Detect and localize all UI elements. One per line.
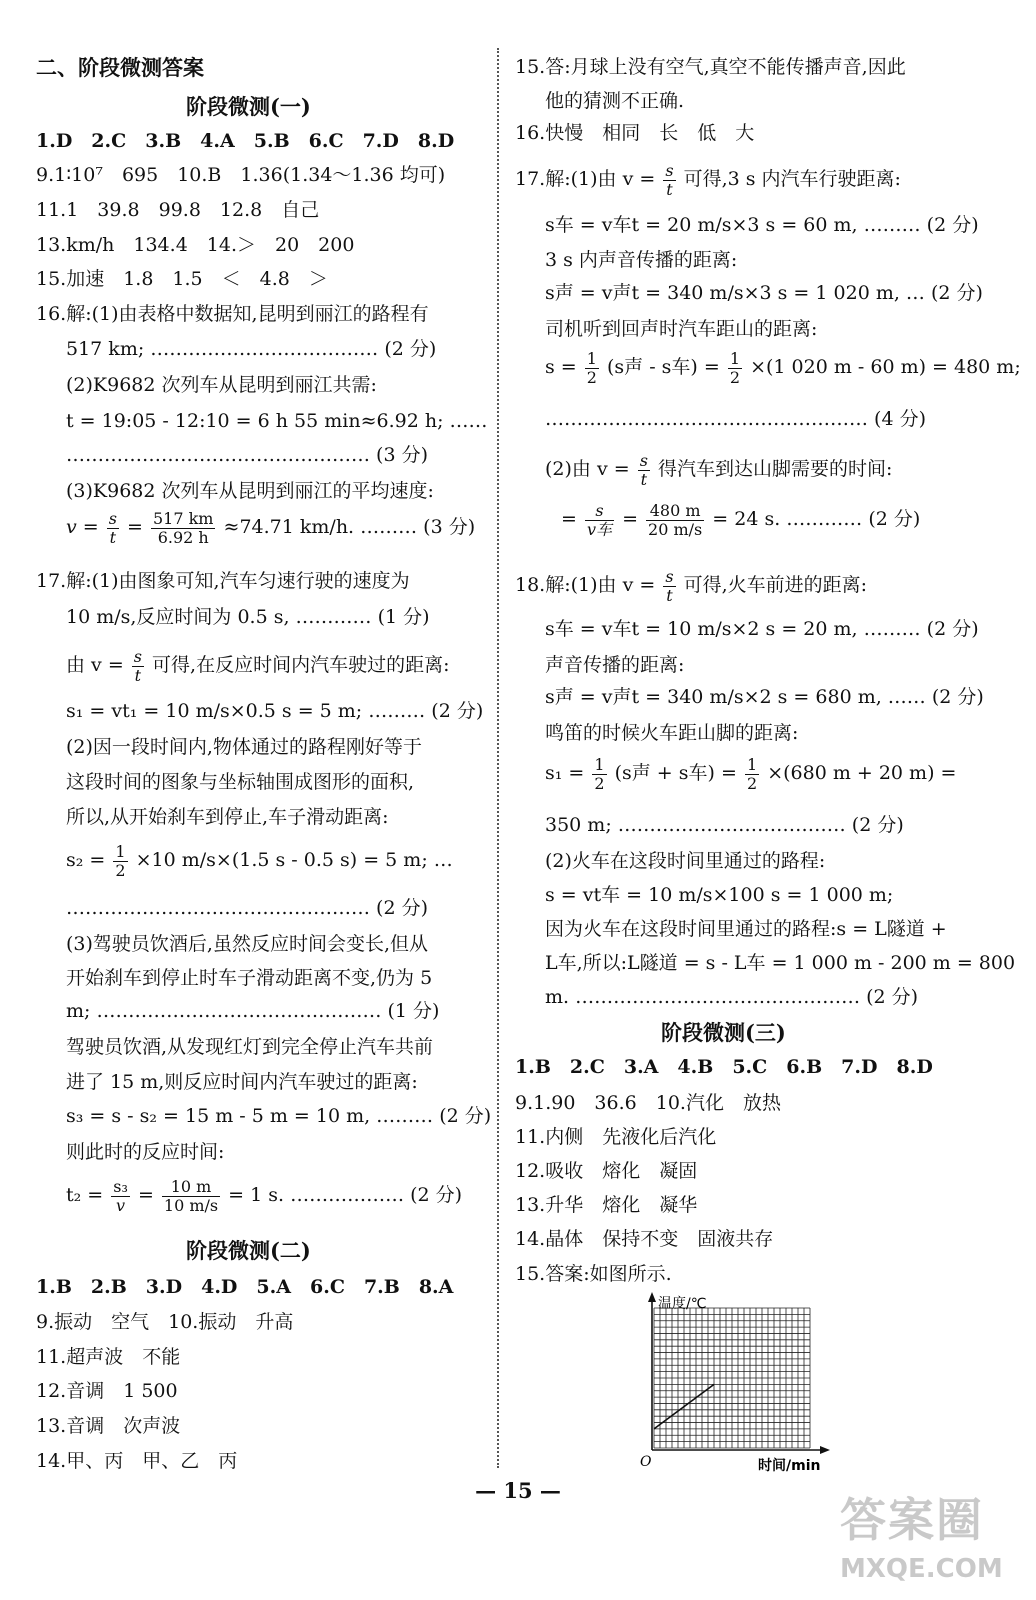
solution-line: 司机听到回声时汽车距山的距离: [545, 318, 818, 340]
solution-line: m. ……………………………………… (2 分) [545, 986, 919, 1008]
answer-line: 12.音调 1 500 [36, 1380, 178, 1402]
numerator: s₃ [113, 1177, 128, 1196]
formula-text: ×(1 020 m - 60 m) = 480 m; [750, 356, 1021, 379]
formula-text: ×(680 m + 20 m) = [767, 762, 957, 785]
fraction [113, 843, 127, 879]
answer-line: 13.km/h 134.4 14.＞ 20 200 [36, 234, 355, 256]
solution-line: s = vt车 = 10 m/s×100 s = 1 000 m; [545, 884, 894, 906]
fraction [132, 648, 144, 684]
y-axis-arrow [648, 1292, 656, 1302]
formula-line [66, 510, 475, 546]
denominator: 20 m/s [648, 519, 703, 539]
page-number: — 15 — [475, 1478, 561, 1503]
solution-line: (2)因一段时间内,物体通过的路程刚好等于 [66, 736, 422, 758]
solution-line: s声 = v声t = 340 m/s×2 s = 680 m, …… (2 分) [545, 686, 984, 708]
solution-line: (3)K9682 次列车从昆明到丽江的平均速度: [66, 480, 434, 502]
solution-line: ………………………………………… (2 分) [66, 897, 428, 919]
fraction [107, 510, 119, 546]
formula-text: (s声 - s车) = [607, 356, 720, 379]
numerator: 517 km [152, 509, 214, 528]
numerator: 1 [729, 349, 741, 368]
solution-line: s车 = v车t = 20 m/s×3 s = 60 m, ……… (2 分) [545, 214, 979, 236]
fraction [592, 756, 606, 792]
column-divider [497, 48, 499, 1468]
formula-text: = [622, 508, 638, 531]
numerator: s [639, 451, 648, 470]
denominator: v [116, 1195, 126, 1215]
formula-line [545, 452, 892, 488]
watermark-text: 答案圈 [840, 1493, 984, 1547]
test-1-title: 阶段微测(一) [186, 94, 311, 119]
numerator: 480 m [646, 502, 704, 521]
solution-line: 进了 15 m,则反应时间内汽车驶过的距离: [66, 1071, 418, 1093]
formula-text: = [127, 516, 143, 539]
formula-text: ≈74.71 km/h. ……… (3 分) [223, 516, 476, 539]
solution-line: m; ……………………………………… (1 分) [66, 1000, 440, 1022]
watermark-logo [840, 1484, 1020, 1594]
solution-line: 所以,从开始刹车到停止,车子滑动距离: [66, 806, 389, 828]
solution-line: (2)火车在这段时间里通过的路程: [545, 850, 826, 872]
solution-line: 驾驶员饮酒,从发现红灯到完全停止汽车共前 [66, 1036, 434, 1058]
fraction [162, 1178, 220, 1214]
formula-text: t₂ = [66, 1184, 104, 1207]
formula-text: = [561, 508, 577, 531]
denominator: 2 [586, 367, 597, 387]
solution-line: s车 = v车t = 10 m/s×2 s = 20 m, ……… (2 分) [545, 618, 979, 640]
formula-text: s₁ = [545, 762, 585, 785]
solution-line: (3)驾驶员饮酒后,虽然反应时间会变长,但从 [66, 933, 428, 955]
formula-line [66, 1178, 462, 1214]
y-axis-label: 温度/℃ [658, 1296, 707, 1312]
denominator: t [666, 179, 673, 199]
answer-line: 14.晶体 保持不变 固液共存 [515, 1228, 774, 1250]
formula-text: (2)由 v = [545, 458, 630, 481]
formula-text: 18.解:(1)由 v = [515, 574, 656, 597]
formula-text: 可得,3 s 内汽车行驶距离: [683, 168, 901, 191]
solution-line: 他的猜测不正确. [545, 90, 685, 112]
answer-line: 11.1 39.8 99.8 12.8 自己 [36, 199, 320, 221]
solution-line: 17.解:(1)由图象可知,汽车匀速行驶的速度为 [36, 570, 410, 592]
solution-line: …………………………………………… (4 分) [545, 408, 926, 430]
answer-line: 9.1∶10⁷ 695 10.B 1.36(1.34～1.36 均可) [36, 164, 446, 186]
fraction [151, 510, 216, 546]
fraction [663, 568, 675, 604]
test-3-title: 阶段微测(三) [661, 1020, 786, 1045]
answer-line: 13.音调 次声波 [36, 1415, 181, 1437]
fraction [111, 1178, 130, 1214]
numerator: s [108, 509, 117, 528]
solution-line: 15.答:月球上没有空气,真空不能传播声音,因此 [515, 56, 906, 78]
formula-line [515, 568, 867, 604]
formula-text: s = [545, 356, 577, 379]
denominator: 2 [729, 367, 741, 387]
formula-text: s₂ = [66, 849, 106, 872]
solution-line: 开始刹车到停止时车子滑动距离不变,仍为 5 [66, 967, 433, 989]
formula-line [515, 162, 901, 198]
denominator: 6.92 h [157, 527, 209, 547]
section-heading: 二、阶段微测答案 [36, 56, 204, 80]
answer-line: 12.吸收 熔化 凝固 [515, 1160, 698, 1182]
numerator: s [585, 502, 614, 521]
answer-line: 16.快慢 相同 长 低 大 [515, 122, 755, 144]
solution-line: 517 km; ……………………………… (2 分) [66, 338, 437, 360]
solution-line: 10 m/s,反应时间为 0.5 s, ………… (1 分) [66, 606, 430, 628]
numerator: 1 [746, 755, 758, 774]
test-2-title: 阶段微测(二) [186, 1238, 311, 1263]
denominator: 2 [746, 773, 758, 793]
numerator: s [665, 161, 674, 180]
solution-line: 这段时间的图象与坐标轴围成图形的面积, [66, 771, 415, 793]
solution-line: s₁ = vt₁ = 10 m/s×0.5 s = 5 m; ……… (2 分) [66, 700, 484, 722]
answer-line: 1.B 2.C 3.A 4.B 5.C 6.B 7.D 8.D [515, 1056, 933, 1078]
formula-text: (s声 + s车) = [614, 762, 737, 785]
numerator: 1 [115, 842, 126, 861]
fraction [663, 162, 675, 198]
answer-line: 9.1.90 36.6 10.汽化 放热 [515, 1092, 781, 1114]
formula-line [66, 843, 453, 879]
answer-line: 15.答案:如图所示. [515, 1263, 672, 1285]
formula-line [66, 648, 450, 684]
answer-line: 15.加速 1.8 1.5 ＜ 4.8 ＞ [36, 268, 328, 290]
fraction [585, 502, 614, 538]
formula-line [545, 756, 956, 792]
formula-text: = 24 s. ………… (2 分) [712, 508, 921, 531]
answer-line: 9.振动 空气 10.振动 升高 [36, 1311, 294, 1333]
answer-line: 11.超声波 不能 [36, 1346, 181, 1368]
solution-line: s₃ = s - s₂ = 15 m - 5 m = 10 m, ……… (2 分) [66, 1105, 492, 1127]
answer-line: 13.升华 熔化 凝华 [515, 1194, 698, 1216]
watermark-site: MXQE.COM [840, 1554, 1003, 1584]
denominator: 2 [115, 860, 126, 880]
formula-text: v = [66, 516, 99, 539]
formula-text: 可得,在反应时间内汽车驶过的距离: [152, 654, 450, 677]
numerator: s [665, 567, 674, 586]
denominator: 2 [594, 773, 605, 793]
formula-text: 17.解:(1)由 v = [515, 168, 656, 191]
solution-line: t = 19:05 - 12:10 = 6 h 55 min≈6.92 h; …… [66, 410, 488, 432]
fraction [585, 350, 599, 386]
formula-text: = 1 s. ……………… (2 分) [228, 1184, 463, 1207]
solution-line: 16.解:(1)由表格中数据知,昆明到丽江的路程有 [36, 303, 429, 325]
solution-line: 声音传播的距离: [545, 654, 685, 676]
numerator: 10 m [162, 1178, 220, 1197]
fraction [745, 756, 759, 792]
denominator: t [134, 665, 142, 685]
fraction [728, 350, 742, 386]
denominator: 10 m/s [163, 1195, 219, 1215]
x-axis-label: 时间/min [758, 1458, 821, 1474]
numerator: s [133, 647, 142, 666]
fraction [638, 452, 650, 488]
denominator: t [109, 527, 117, 547]
formula-text: 由 v = [66, 654, 124, 677]
answer-line: 1.B 2.B 3.D 4.D 5.A 6.C 7.B 8.A [36, 1276, 454, 1298]
formula-line [561, 502, 920, 538]
answer-line: 11.内侧 先液化后汽化 [515, 1126, 717, 1148]
formula-text: 得汽车到达山脚需要的时间: [657, 458, 893, 481]
solution-line: L车,所以:L隧道 = s - L车 = 1 000 m - 200 m = 800 [545, 952, 1016, 974]
denominator: t [666, 585, 673, 605]
solution-line: 则此时的反应时间: [66, 1141, 225, 1163]
solution-line: ………………………………………… (3 分) [66, 444, 428, 466]
solution-line: 鸣笛的时候火车距山脚的距离: [545, 722, 799, 744]
solution-line: (2)K9682 次列车从昆明到丽江共需: [66, 374, 377, 396]
answer-line: 14.甲、丙 甲、乙 丙 [36, 1450, 238, 1472]
temperature-time-graph [630, 1290, 850, 1478]
formula-text: ×10 m/s×(1.5 s - 0.5 s) = 5 m; … [135, 849, 453, 872]
solution-line: 3 s 内声音传播的距离: [545, 249, 738, 271]
solution-line: 因为火车在这段时间里通过的路程:s = L隧道 + [545, 918, 947, 940]
answer-line: 1.D 2.C 3.B 4.A 5.B 6.C 7.D 8.D [36, 130, 455, 152]
fraction [646, 502, 704, 538]
formula-text: = [137, 1184, 154, 1207]
denominator: t [640, 469, 648, 489]
numerator: 1 [594, 755, 605, 774]
solution-line: s声 = v声t = 340 m/s×3 s = 1 020 m, … (2 分) [545, 282, 983, 304]
graph-grid [654, 1308, 810, 1448]
numerator: 1 [586, 349, 597, 368]
solution-line: 350 m; ……………………………… (2 分) [545, 814, 904, 836]
formula-line [545, 350, 1021, 386]
formula-text: 可得,火车前进的距离: [683, 574, 868, 597]
origin-label: O [640, 1454, 652, 1470]
denominator: v车 [586, 519, 613, 539]
x-axis-arrow [820, 1446, 830, 1454]
